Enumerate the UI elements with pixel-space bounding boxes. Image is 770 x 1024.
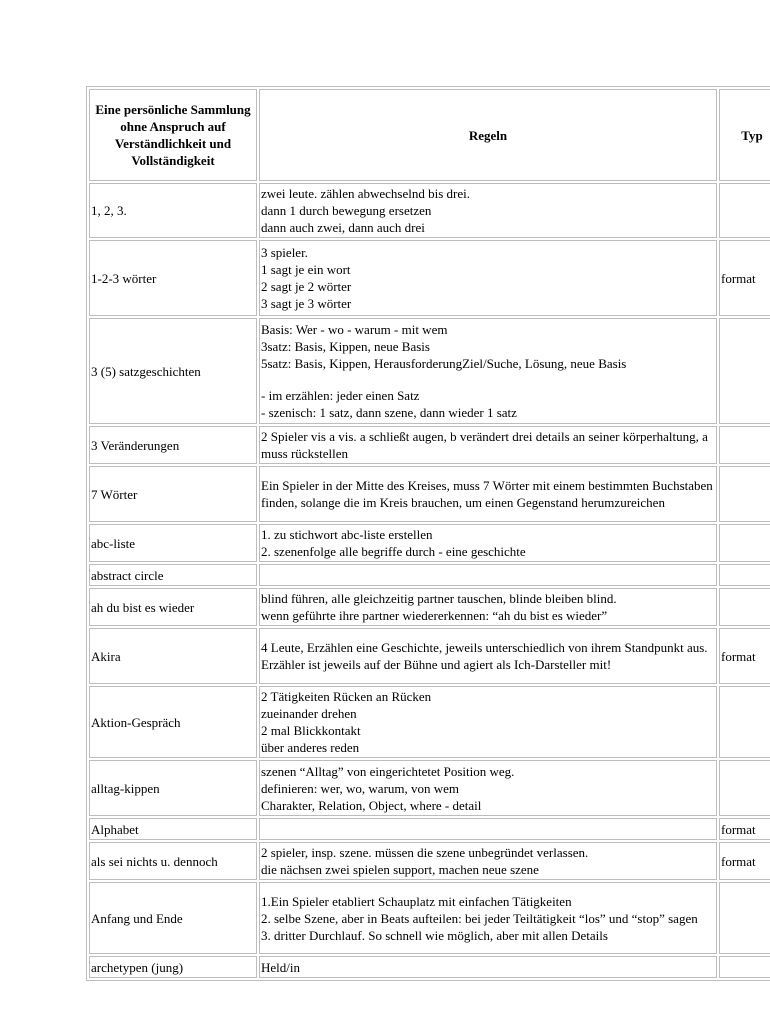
- game-name: 1, 2, 3.: [89, 183, 257, 238]
- table-row: [89, 564, 770, 586]
- game-rules: [259, 524, 717, 562]
- rules-line: blind führen, alle gleichzeitig partner tauschen, blinde bleiben blind.: [261, 591, 617, 606]
- rules-line: 2 Spieler vis a vis. a schließt augen, b verändert drei details an seiner körperhaltung, a muss rückstellen: [261, 429, 712, 461]
- game-name: als sei nichts u. dennoch: [89, 842, 257, 880]
- game-rules: [259, 882, 717, 954]
- rules-line: definieren: wer, wo, warum, von wem: [261, 780, 460, 796]
- rules-line: Held/in: [261, 959, 300, 975]
- game-type: [719, 882, 770, 954]
- game-rules: [259, 842, 717, 880]
- table-body: [89, 183, 770, 978]
- table-row: [89, 183, 770, 238]
- game-type: [719, 564, 770, 586]
- table-row: [89, 628, 770, 684]
- game-name: alltag-kippen: [89, 760, 257, 816]
- game-type: [719, 524, 770, 562]
- game-type: [719, 426, 770, 464]
- game-name: Aktion-Gespräch: [89, 686, 257, 758]
- rules-line: dann 1 durch bewegung ersetzen: [261, 203, 432, 218]
- rules-line: 1 sagt je ein wort: [261, 262, 351, 277]
- game-rules: [259, 240, 717, 316]
- table-row: [89, 318, 770, 424]
- game-name: abc-liste: [89, 524, 257, 562]
- game-rules: [259, 588, 717, 626]
- table-row: [89, 240, 770, 316]
- game-type: format: [719, 240, 770, 316]
- rules-line: szenen “Alltag” von eingerichtetet Position weg.: [261, 763, 515, 779]
- game-type: format: [719, 818, 770, 840]
- rules-line: 2 spieler, insp. szene. müssen die szene unbegründet verlassen.: [261, 845, 589, 860]
- game-type: format: [719, 628, 770, 684]
- game-rules: [259, 686, 717, 758]
- rules-line: die nächsen zwei spielen support, machen neue szene: [261, 862, 539, 877]
- table-row: [89, 956, 770, 978]
- rules-line: wenn geführte ihre partner wiedererkennen: “ah du bist es wieder”: [261, 608, 608, 623]
- rules-line: 5satz: Basis, Kippen, HerausforderungZiel/Suche, Lösung, neue Basis: [261, 356, 627, 371]
- game-rules: [259, 466, 717, 522]
- game-rules: [259, 628, 717, 684]
- rules-line: 1.Ein Spieler etabliert Schauplatz mit einfachen Tätigkeiten: [261, 893, 572, 909]
- table-row: [89, 426, 770, 464]
- game-rules: [259, 318, 717, 424]
- rules-line: Basis: Wer - wo - warum - mit wem: [261, 322, 448, 337]
- rules-line: 3 sagt je 3 wörter: [261, 296, 352, 311]
- game-name: Akira: [89, 628, 257, 684]
- rules-line: zueinander drehen: [261, 706, 357, 721]
- game-name: ah du bist es wieder: [89, 588, 257, 626]
- game-type: [719, 466, 770, 522]
- game-type: [719, 588, 770, 626]
- table-row: [89, 842, 770, 880]
- game-type: [719, 183, 770, 238]
- rules-line: 2. selbe Szene, aber in Beats aufteilen: bei jeder Teiltätigkeit “los” und “stop” sagen: [261, 910, 698, 926]
- game-type: format: [719, 842, 770, 880]
- game-rules: [259, 760, 717, 816]
- game-rules: [259, 818, 717, 840]
- rules-line: 3. dritter Durchlauf. So schnell wie möglich, aber mit allen Details: [261, 927, 608, 943]
- rules-line: zwei leute. zählen abwechselnd bis drei.: [261, 186, 470, 201]
- table-row: [89, 588, 770, 626]
- game-name: 3 Veränderungen: [89, 426, 257, 464]
- table-row: [89, 466, 770, 522]
- game-rules: [259, 564, 717, 586]
- table-row: [89, 818, 770, 840]
- game-type: [719, 760, 770, 816]
- rules-line: 2 mal Blickkontakt: [261, 723, 361, 738]
- game-rules: [259, 183, 717, 238]
- rules-line: 3satz: Basis, Kippen, neue Basis: [261, 339, 430, 354]
- game-type: [719, 686, 770, 758]
- rules-line: dann auch zwei, dann auch drei: [261, 220, 425, 235]
- game-name: Anfang und Ende: [89, 882, 257, 954]
- game-name: Alphabet: [89, 818, 257, 840]
- game-type: [719, 956, 770, 978]
- header-collection: Eine persönliche Sammlung ohne Anspruch auf Verständlichkeit und Vollständigkeit: [89, 89, 257, 181]
- rules-line: 2 sagt je 2 wörter: [261, 279, 352, 294]
- rules-line: Charakter, Relation, Object, where - detail: [261, 797, 482, 813]
- game-name: 7 Wörter: [89, 466, 257, 522]
- rules-line: über anderes reden: [261, 740, 360, 755]
- table-header-row: [89, 89, 770, 181]
- header-type: Typ: [719, 89, 770, 181]
- header-rules: Regeln: [259, 89, 717, 181]
- game-name: 1-2-3 wörter: [89, 240, 257, 316]
- rules-line: [261, 372, 715, 387]
- table-row: [89, 524, 770, 562]
- rules-line: - szenisch: 1 satz, dann szene, dann wieder 1 satz: [261, 405, 517, 420]
- rules-line: - im erzählen: jeder einen Satz: [261, 388, 420, 403]
- rules-line: 2 Tätigkeiten Rücken an Rücken: [261, 689, 432, 704]
- table-row: [89, 760, 770, 816]
- games-table: [86, 86, 770, 981]
- table-row: [89, 686, 770, 758]
- game-rules: [259, 426, 717, 464]
- table-row: [89, 882, 770, 954]
- game-name: abstract circle: [89, 564, 257, 586]
- rules-line: 4 Leute, Erzählen eine Geschichte, jeweils unterschiedlich von ihrem Standpunkt aus. Erzähler ist jeweils auf der Bühne und agiert als Ich-Darsteller mit!: [261, 640, 711, 672]
- rules-line: 2. szenenfolge alle begriffe durch - eine geschichte: [261, 544, 526, 559]
- game-name: 3 (5) satzgeschichten: [89, 318, 257, 424]
- rules-line: 3 spieler.: [261, 245, 308, 260]
- game-type: [719, 318, 770, 424]
- document-page: [86, 86, 770, 981]
- game-rules: [259, 956, 717, 978]
- rules-line: 1. zu stichwort abc-liste erstellen: [261, 527, 433, 542]
- game-name: archetypen (jung): [89, 956, 257, 978]
- rules-line: Ein Spieler in der Mitte des Kreises, muss 7 Wörter mit einem bestimmten Buchstaben finden, solange die im Kreis brauchen, um einen Gegenstand herumzureichen: [261, 478, 717, 510]
